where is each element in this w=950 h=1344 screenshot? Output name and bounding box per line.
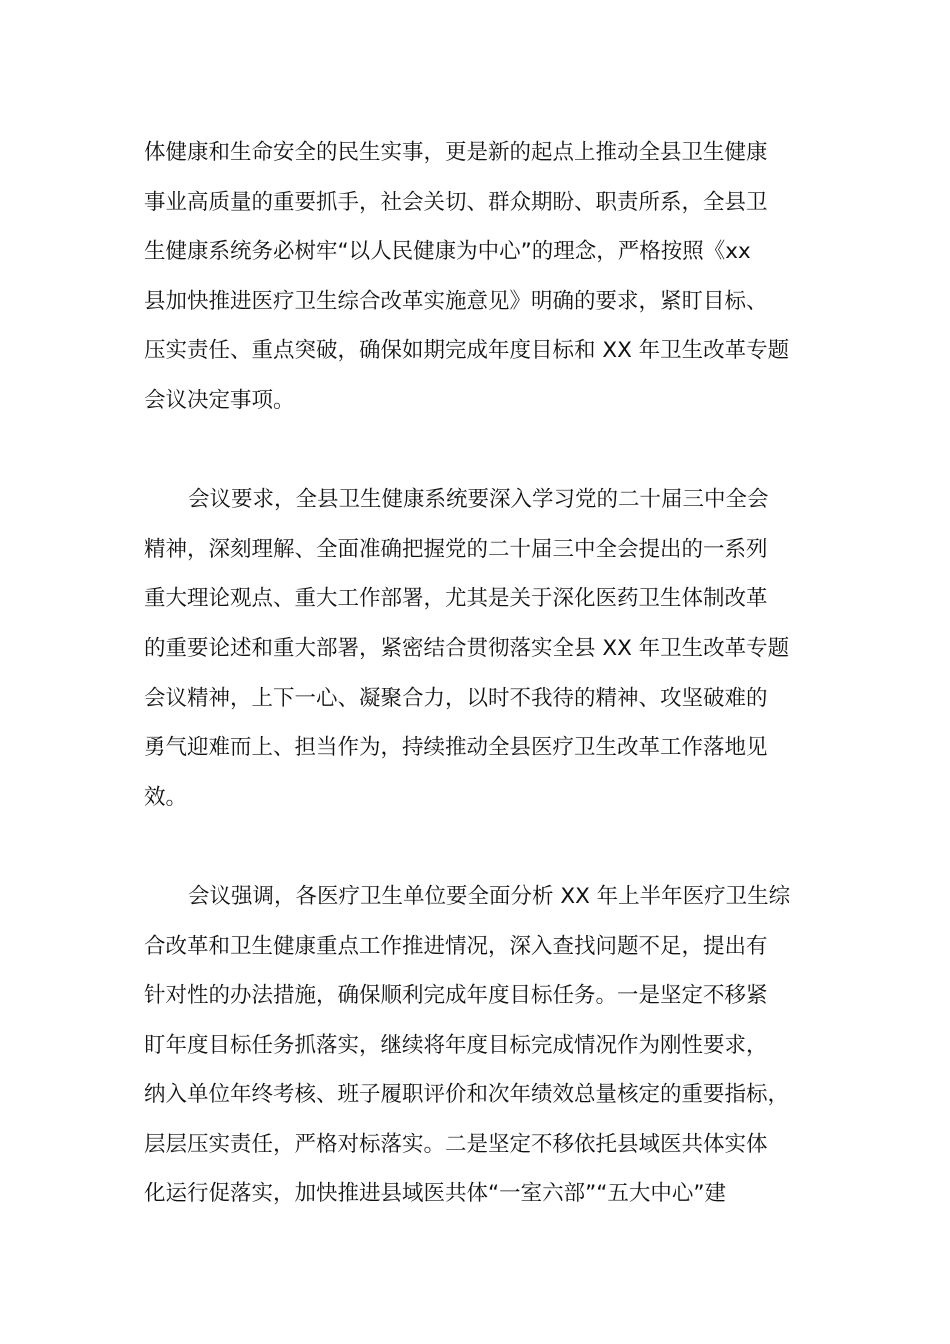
paragraph-spacer: [144, 426, 834, 476]
paragraph-1: [144, 128, 834, 426]
text-line: 压实责任、重点突破，确保如期完成年度目标和 XX 年卫生改革专题: [144, 338, 790, 364]
text-line: 会议决定事项。: [144, 387, 295, 413]
text-line: 生健康系统务必树牢“以人民健康为中心”的理念，严格按照《xx: [144, 239, 751, 265]
text-line: 针对性的办法措施，确保顺利完成年度目标任务。一是坚定不移紧: [144, 983, 768, 1009]
text-line: 合改革和卫生健康重点工作推进情况，深入查找问题不足，提出有: [144, 933, 768, 959]
text-line: 精神，深刻理解、全面准确把握党的二十届三中全会提出的一系列: [144, 536, 768, 562]
paragraph-3: [144, 872, 834, 1219]
text-line: 会议强调，各医疗卫生单位要全面分析 XX 年上半年医疗卫生综: [188, 883, 791, 909]
paragraph-spacer: [144, 822, 834, 872]
text-line: 勇气迎难而上、担当作为，持续推动全县医疗卫生改革工作落地见: [144, 735, 768, 761]
text-line: 体健康和生命安全的民生实事，更是新的起点上推动全县卫生健康: [144, 140, 768, 165]
text-line: 效。: [144, 784, 188, 810]
text-line: 化运行促落实，加快推进县域医共体“一室六部”“五大中心”建: [144, 1181, 727, 1207]
text-line: 重大理论观点、重大工作部署，尤其是关于深化医药卫生体制改革: [144, 586, 768, 612]
document-body: [144, 128, 834, 1219]
text-line: 的重要论述和重大部署，紧密结合贯彻落实全县 XX 年卫生改革专题: [144, 635, 790, 661]
text-line: 纳入单位年终考核、班子履职评价和次年绩效总量核定的重要指标，: [144, 1082, 790, 1108]
text-line: 层层压实责任，严格对标落实。二是坚定不移依托县域医共体实体: [144, 1131, 768, 1157]
text-line: 会议精神，上下一心、凝聚合力，以时不我待的精神、攻坚破难的: [144, 685, 768, 711]
text-line: 会议要求，全县卫生健康系统要深入学习党的二十届三中全会: [188, 487, 769, 513]
text-line: 县加快推进医疗卫生综合改革实施意见》明确的要求，紧盯目标、: [144, 288, 768, 314]
text-line: 盯年度目标任务抓落实，继续将年度目标完成情况作为刚性要求，: [144, 1032, 768, 1058]
paragraph-2: [144, 475, 834, 822]
text-line: 事业高质量的重要抓手，社会关切、群众期盼、职责所系，全县卫: [144, 189, 768, 215]
